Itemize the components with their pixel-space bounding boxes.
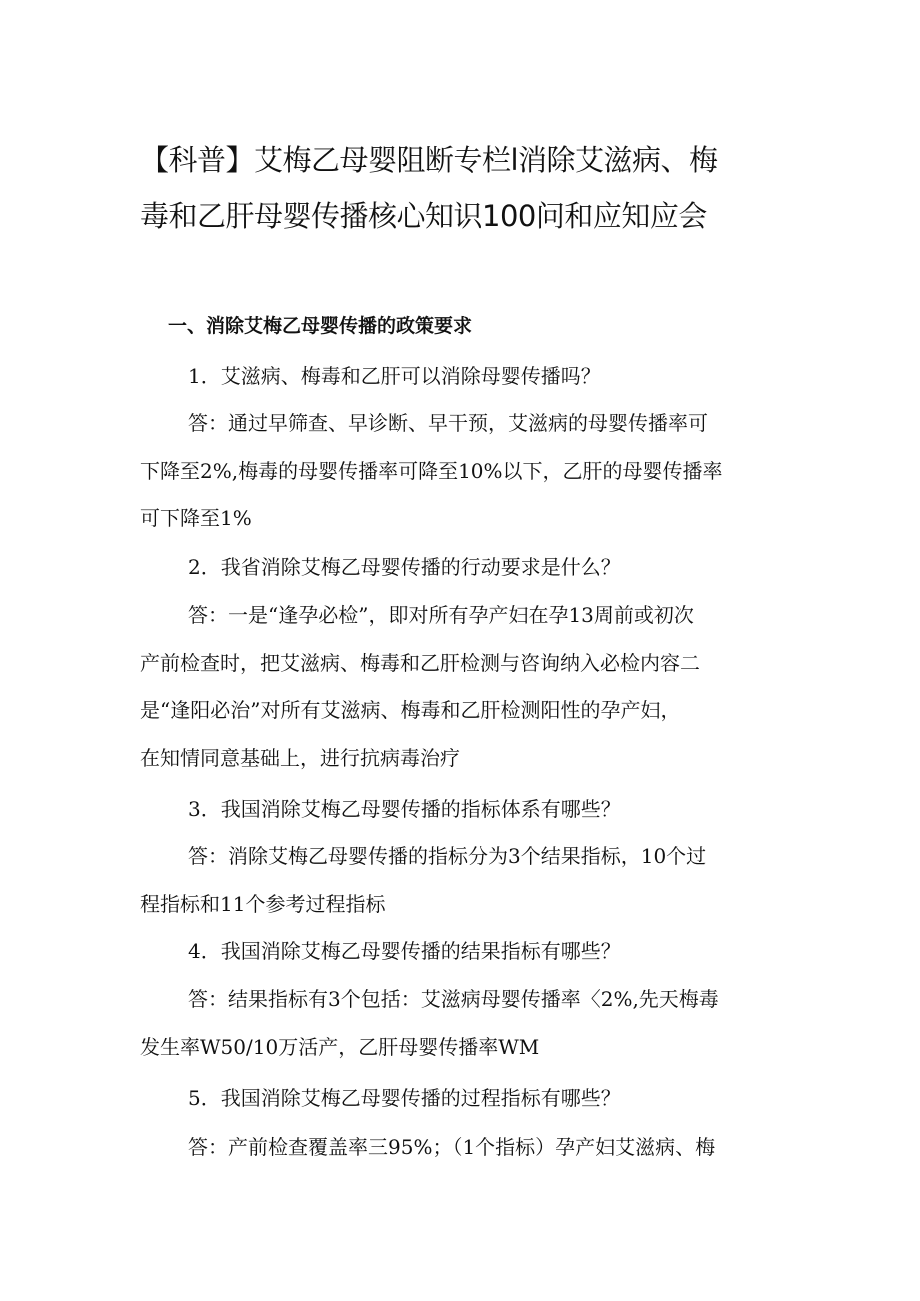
answer-line: 答：通过早筛查、早诊断、早干预，艾滋病的母婴传播率可 — [188, 411, 708, 435]
answer-4 — [140, 976, 790, 1071]
answer-line: 下降至2%,梅毒的母婴传播率可降至10%以下，乙肝的母婴传播率 — [140, 458, 723, 483]
question-4 — [140, 928, 790, 976]
question-3 — [140, 786, 790, 834]
document-title — [140, 132, 800, 244]
answer-line: 可下降至1% — [140, 506, 252, 530]
answer-line: 答：消除艾梅乙母婴传播的指标分为3个结果指标，10个过 — [188, 844, 707, 868]
question-text: 2．我省消除艾梅乙母婴传播的行动要求是什么？ — [188, 555, 621, 579]
question-text: 4．我国消除艾梅乙母婴传播的结果指标有哪些？ — [188, 939, 621, 963]
answer-5 — [140, 1124, 790, 1172]
question-1 — [140, 353, 790, 401]
title-line-2: 毒和乙肝母婴传播核心知识100问和应知应会 — [140, 199, 707, 233]
answer-line: 产前检查时，把艾滋病、梅毒和乙肝检测与咨询纳入必检内容二 — [140, 650, 700, 675]
answer-line: 程指标和11个参考过程指标 — [140, 891, 386, 916]
section-heading: 一、消除艾梅乙母婴传播的政策要求 — [168, 315, 473, 337]
question-2 — [140, 544, 790, 592]
question-text: 3．我国消除艾梅乙母婴传播的指标体系有哪些？ — [188, 797, 621, 821]
answer-2 — [140, 592, 790, 782]
answer-line: 在知情同意基础上，进行抗病毒治疗 — [140, 745, 460, 770]
title-line-1: 【科普】艾梅乙母婴阻断专栏l消除艾滋病、梅 — [140, 143, 718, 177]
answer-1 — [140, 400, 790, 543]
answer-line: 发生率W50/10万活产，乙肝母婴传播率WM — [140, 1034, 540, 1059]
question-text: 1．艾滋病、梅毒和乙肝可以消除母婴传播吗？ — [188, 364, 601, 388]
answer-3 — [140, 833, 790, 928]
answer-line: 是“逢阳必治”对所有艾滋病、梅毒和乙肝检测阳性的孕产妇， — [140, 698, 681, 722]
answer-line: 答：结果指标有3个包括：艾滋病母婴传播率〈2%,先天梅毒 — [188, 987, 719, 1011]
answer-line: 答：产前检查覆盖率三95%；（1个指标）孕产妇艾滋病、梅 — [188, 1135, 716, 1159]
question-text: 5．我国消除艾梅乙母婴传播的过程指标有哪些？ — [188, 1086, 621, 1110]
question-5 — [140, 1075, 790, 1123]
answer-line: 答：一是“逢孕必检”，即对所有孕产妇在孕13周前或初次 — [188, 603, 694, 627]
